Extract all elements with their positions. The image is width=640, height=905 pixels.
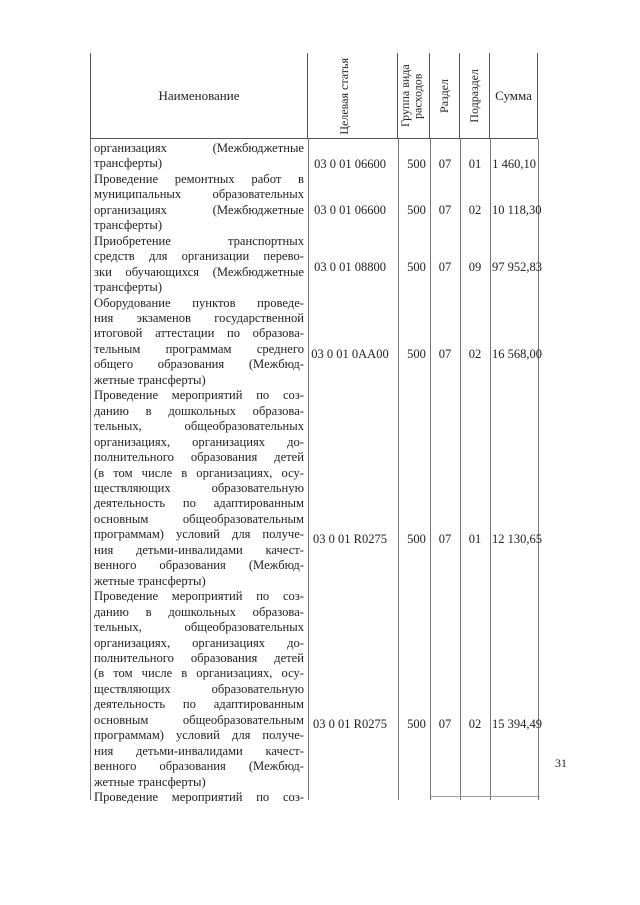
name-line: Проведение мероприятий по соз- bbox=[94, 790, 304, 805]
name-line: деятельность по адаптированным bbox=[94, 496, 304, 511]
expense-group-cell: 500 bbox=[407, 203, 426, 217]
name-line: Проведение мероприятий по соз- bbox=[94, 388, 304, 403]
table-row bbox=[308, 347, 542, 362]
column-divider bbox=[460, 139, 461, 800]
sum-cell: 16 568,00 bbox=[492, 347, 542, 361]
column-divider bbox=[308, 139, 309, 800]
name-line: тельных, общеобразовательных bbox=[94, 419, 304, 434]
table-row bbox=[308, 717, 542, 732]
header-subsection-label: Подраздел bbox=[467, 69, 482, 123]
header-target-article-label: Целевая статья bbox=[336, 57, 351, 135]
name-line: тельным программам среднего bbox=[94, 341, 304, 356]
target-article-cell: 03 0 01 R0275 bbox=[313, 717, 387, 731]
name-line: трансферты) bbox=[94, 156, 163, 171]
name-line: тельных, общеобразовательных bbox=[94, 620, 304, 635]
expense-group-cell: 500 bbox=[407, 532, 426, 546]
name-line: муниципальных образовательных bbox=[94, 187, 304, 202]
target-article-cell: 03 0 01 08800 bbox=[314, 260, 386, 274]
name-line: Приобретение транспортных bbox=[94, 233, 304, 248]
name-line: данию в дошкольных образова- bbox=[94, 604, 304, 619]
target-article-cell: 03 0 01 R0275 bbox=[313, 532, 387, 546]
name-line: жетные трансферты) bbox=[94, 372, 206, 387]
column-divider bbox=[398, 139, 399, 800]
expense-group-cell: 500 bbox=[407, 157, 426, 171]
next-page-table-edge bbox=[430, 796, 540, 797]
name-line: трансферты) bbox=[94, 218, 163, 233]
page-number: 31 bbox=[555, 756, 567, 770]
section-cell: 07 bbox=[438, 260, 452, 274]
column-divider bbox=[538, 139, 539, 800]
name-line: основным общеобразовательным bbox=[94, 511, 304, 526]
name-line: Проведение мероприятий по соз- bbox=[94, 589, 304, 604]
header-section-label: Раздел bbox=[437, 79, 452, 113]
name-line: трансферты) bbox=[94, 280, 163, 295]
sum-cell: 10 118,30 bbox=[492, 203, 542, 217]
section-cell: 07 bbox=[438, 717, 452, 731]
subsection-cell: 02 bbox=[468, 717, 482, 731]
expense-group-cell: 500 bbox=[407, 347, 426, 361]
name-column-text bbox=[94, 141, 304, 805]
subsection-cell: 09 bbox=[468, 260, 482, 274]
header-name bbox=[90, 53, 308, 139]
name-line: средств для организации перево- bbox=[94, 249, 304, 264]
name-line: зки обучающихся (Межбюджетные bbox=[94, 264, 304, 279]
sum-cell: 1 460,10 bbox=[492, 157, 536, 171]
name-line: жетные трансферты) bbox=[94, 573, 206, 588]
table-row bbox=[308, 532, 542, 547]
table-row bbox=[308, 260, 542, 275]
subsection-cell: 02 bbox=[468, 347, 482, 361]
name-line: данию в дошкольных образова- bbox=[94, 403, 304, 418]
header-expense-group-label: Группа вида расходов bbox=[397, 64, 425, 128]
name-line: Оборудование пунктов проведе- bbox=[94, 295, 304, 310]
name-line: общего образования (Межбюд- bbox=[94, 357, 304, 372]
header-expense-group bbox=[398, 53, 430, 139]
subsection-cell: 01 bbox=[468, 532, 482, 546]
target-article-cell: 03 0 01 0АА00 bbox=[311, 347, 389, 361]
column-divider bbox=[90, 139, 91, 800]
column-divider bbox=[430, 139, 431, 800]
section-cell: 07 bbox=[438, 347, 452, 361]
header-sum-label: Сумма bbox=[495, 88, 532, 103]
expense-group-cell: 500 bbox=[407, 717, 426, 731]
table-row bbox=[308, 203, 542, 218]
name-line: итоговой аттестации по образова- bbox=[94, 326, 304, 341]
header-bottom-border bbox=[90, 138, 538, 139]
name-line: жетные трансферты) bbox=[94, 774, 206, 789]
section-cell: 07 bbox=[438, 203, 452, 217]
subsection-cell: 02 bbox=[468, 203, 482, 217]
section-cell: 07 bbox=[438, 532, 452, 546]
name-line: ния детьми-инвалидами качест- bbox=[94, 542, 304, 557]
header-sum bbox=[490, 53, 538, 139]
header-name-label: Наименование bbox=[158, 88, 240, 103]
name-line: ния детьми-инвалидами качест- bbox=[94, 743, 304, 758]
name-line: полнительного образования детей bbox=[94, 650, 304, 665]
name-line: Проведение ремонтных работ в bbox=[94, 171, 304, 186]
sum-cell: 15 394,49 bbox=[492, 717, 542, 731]
name-line: основным общеобразовательным bbox=[94, 712, 304, 727]
target-article-cell: 03 0 01 06600 bbox=[314, 157, 386, 171]
name-line: программам) условий для получе- bbox=[94, 527, 304, 542]
name-line: организациях, организациях до- bbox=[94, 434, 304, 449]
name-line: ния экзаменов государственной bbox=[94, 310, 304, 325]
target-article-cell: 03 0 01 06600 bbox=[314, 203, 386, 217]
subsection-cell: 01 bbox=[468, 157, 482, 171]
name-line: (в том числе в организациях, осу- bbox=[94, 465, 304, 480]
sum-cell: 97 952,83 bbox=[492, 260, 542, 274]
expense-group-cell: 500 bbox=[407, 260, 426, 274]
name-line: организациях (Межбюджетные bbox=[94, 202, 304, 217]
header-target-article bbox=[308, 53, 398, 139]
name-line: организациях (Межбюджетные bbox=[94, 141, 304, 155]
name-line: венного образования (Межбюд- bbox=[94, 558, 304, 573]
header-section bbox=[430, 53, 460, 139]
name-line: полнительного образования детей bbox=[94, 450, 304, 465]
sum-cell: 12 130,65 bbox=[492, 532, 542, 546]
section-cell: 07 bbox=[438, 157, 452, 171]
name-line: организациях, организациях до- bbox=[94, 635, 304, 650]
name-line: программам) условий для получе- bbox=[94, 728, 304, 743]
column-divider bbox=[490, 139, 491, 800]
name-line: деятельность по адаптированным bbox=[94, 697, 304, 712]
name-line: ществляющих образовательную bbox=[94, 480, 304, 495]
name-line: ществляющих образовательную bbox=[94, 681, 304, 696]
header-subsection bbox=[460, 53, 490, 139]
name-line: (в том числе в организациях, осу- bbox=[94, 666, 304, 681]
table-row bbox=[308, 157, 538, 172]
name-line: венного образования (Межбюд- bbox=[94, 759, 304, 774]
